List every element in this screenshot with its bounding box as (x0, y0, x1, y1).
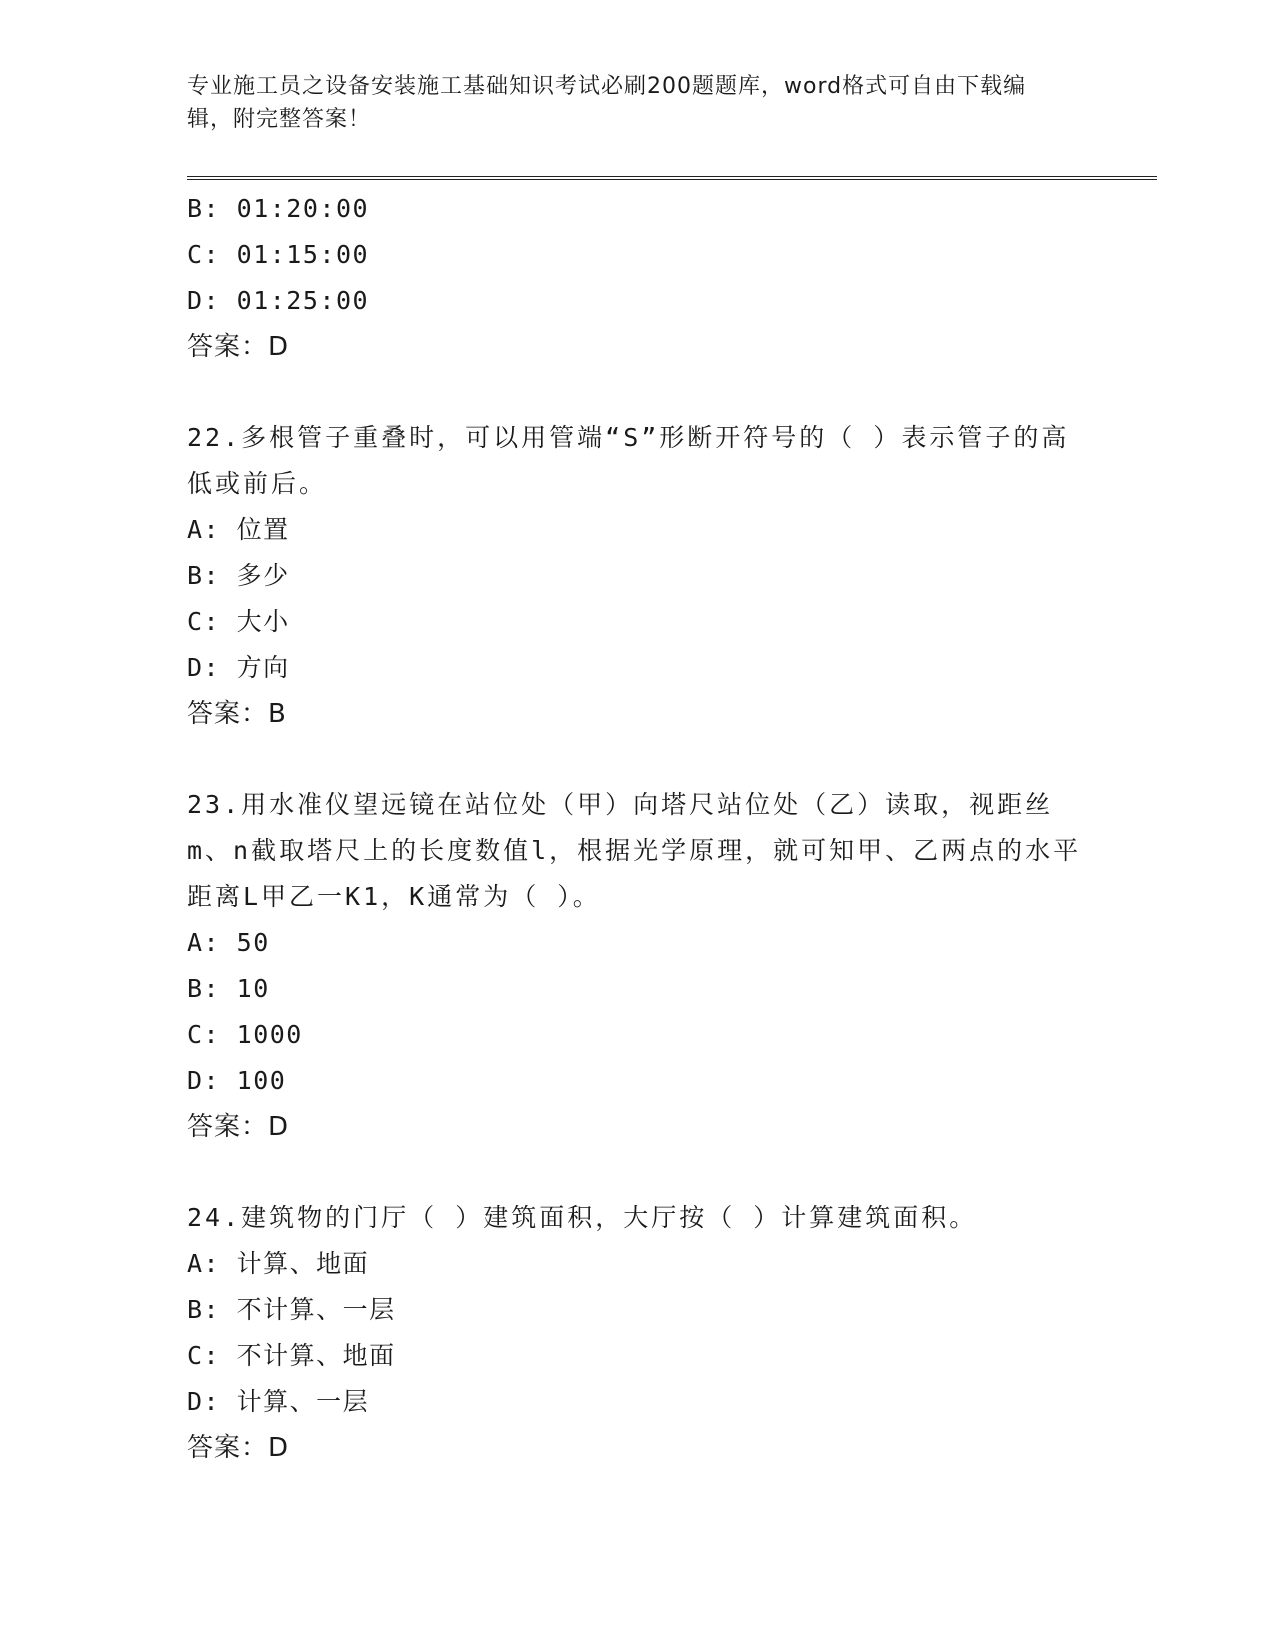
option-c: C: 01:15:00 (187, 240, 370, 269)
question-23 (187, 782, 1157, 1150)
option-d: D: 计算、一层 (187, 1387, 370, 1416)
question-text: 22.多根管子重叠时，可以用管端“S”形断开符号的（ ）表示管子的高低或前后。 (187, 423, 1070, 498)
document-header: 专业施工员之设备安装施工基础知识考试必刷200题题库，word格式可自由下载编辑，附完整答案！ (187, 74, 1027, 132)
option-c: C: 大小 (187, 607, 290, 636)
option-c: C: 不计算、地面 (187, 1341, 396, 1370)
header-divider (187, 176, 1157, 180)
option-b: B: 多少 (187, 561, 290, 590)
option-c: C: 1000 (187, 1020, 303, 1049)
question-21-partial (187, 186, 1157, 370)
question-text: 24.建筑物的门厅（ ）建筑面积，大厅按（ ）计算建筑面积。 (187, 1203, 978, 1232)
question-24 (187, 1195, 1157, 1471)
option-a: A: 50 (187, 928, 270, 957)
option-a: A: 计算、地面 (187, 1249, 370, 1278)
answer-line: 答案：D (187, 1433, 290, 1463)
option-d: D: 01:25:00 (187, 286, 370, 315)
question-22 (187, 415, 1157, 737)
document-page (187, 70, 1157, 1471)
answer-line: 答案：B (187, 699, 287, 729)
question-text: 23.用水准仪望远镜在站位处（甲）向塔尺站位处（乙）读取，视距丝m、n截取塔尺上的长度数值l，根据光学原理，就可知甲、乙两点的水平距离L甲乙一K1，K通常为（ ）。 (187, 790, 1082, 911)
option-b: B: 01:20:00 (187, 194, 370, 223)
option-d: D: 100 (187, 1066, 287, 1095)
option-a: A: 位置 (187, 515, 290, 544)
answer-line: 答案：D (187, 1112, 290, 1142)
option-d: D: 方向 (187, 653, 290, 682)
option-b: B: 10 (187, 974, 270, 1003)
answer-line: 答案：D (187, 332, 290, 362)
option-b: B: 不计算、一层 (187, 1295, 396, 1324)
